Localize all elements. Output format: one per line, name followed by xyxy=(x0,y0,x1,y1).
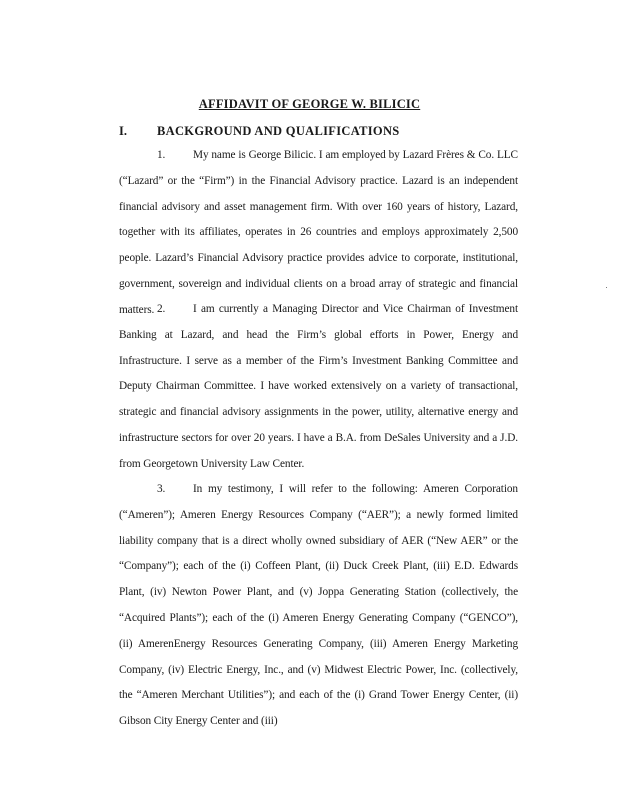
document-title: AFFIDAVIT OF GEORGE W. BILICIC xyxy=(198,97,421,111)
section-heading: BACKGROUND AND QUALIFICATIONS xyxy=(157,124,400,138)
section-number: I. xyxy=(119,124,127,138)
paragraph-text: My name is George Bilicic. I am employed by Lazard Frères & Co. LLC (“Lazard” or the “Firm”) in the Financial Advisory practice. Lazard is an independent financial advisory and asset management firm. With over 160 years of history, Lazard, together with its affiliates, operates in 26 countries and employs approximately 2,500 people. Lazard’s Financial Advisory practice provides advice to corporate, institutional, government, sovereign and individual clients on a broad array of strategic and financial matters. xyxy=(119,149,518,316)
paragraph-text: I am currently a Managing Director and Vice Chairman of Investment Banking at Lazard, and head the Firm’s global efforts in Power, Energy and Infrastructure. I serve as a member of the Firm’s Investment Banking Committee and Deputy Chairman Committee. I have worked extensively on a variety of transactional, strategic and financial advisory assignments in the power, utility, alternative energy and infrastructure sectors for over 20 years. I have a B.A. from DeSales University and a J.D. from Georgetown University Law Center. xyxy=(119,303,518,470)
paragraph-number: 1. xyxy=(157,149,166,161)
paragraph-number: 2. xyxy=(157,303,166,315)
paragraph-number: 3. xyxy=(157,483,166,495)
scan-speck xyxy=(606,287,607,288)
paragraph-2 xyxy=(119,297,518,478)
paragraph-3 xyxy=(119,477,518,735)
paragraph-text: In my testimony, I will refer to the following: Ameren Corporation (“Ameren”); Ameren Energy Resources Company (“AER”); a newly formed limited liability company that is a direct wholly owned subsidiary of AER (“New AER” or the “Company”); each of the (i) Coffeen Plant, (ii) Duck Creek Plant, (iii) E.D. Edwards Plant, (iv) Newton Power Plant, and (v) Joppa Generating Station (collectively, the “Acquired Plants”); each of the (i) Ameren Energy Generating Company (“GENCO”), (ii) AmerenEnergy Resources Generating Company, (iii) Ameren Energy Marketing Company, (iv) Electric Energy, Inc., and (v) Midwest Electric Power, Inc. (collectively, the “Ameren Merchant Utilities”); and each of the (i) Grand Tower Energy Center, (ii) Gibson City Energy Center and (iii) xyxy=(119,483,518,728)
